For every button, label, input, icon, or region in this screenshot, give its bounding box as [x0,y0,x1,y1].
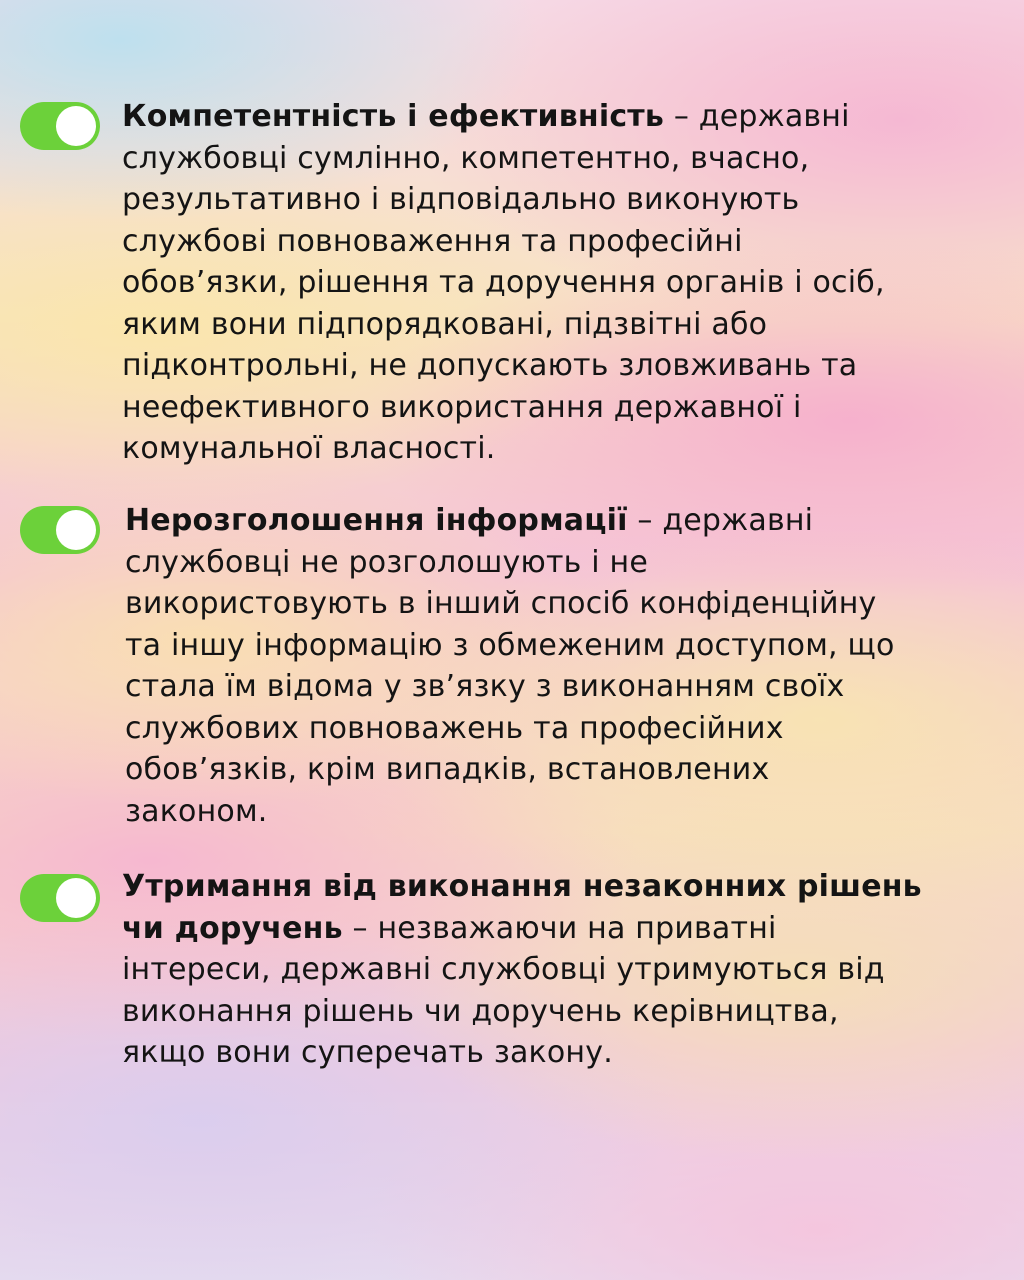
principle-term: Нерозголошення інформації [125,503,628,538]
toggle-knob [56,106,96,146]
principle-text [125,500,1005,832]
principle-text [122,866,1002,1074]
principle-description: – незважаючи на приватні інтереси, державні службовці утримуються від виконання рішень чи доручень керівництва, якщо вони суперечать закону. [122,910,885,1070]
toggle-knob [56,878,96,918]
toggle-switch-icon[interactable] [20,102,100,150]
toggle-switch-icon[interactable] [20,874,100,922]
principle-term: Утримання від виконання незаконних рішень чи доручень [122,869,922,946]
principle-text [122,96,1002,470]
principle-term: Компетентність і ефективність [122,99,665,134]
toggle-switch-icon[interactable] [20,506,100,554]
toggle-knob [56,510,96,550]
principle-description: – державні службовці не розголошують і не використовують в інший спосіб конфіденційну та іншу інформацію з обмеженим доступом, що стала їм відома у зв’язку з виконанням своїх службових повноважень та професійних обов’язків, крім випадків, встановлених законом. [125,503,895,829]
principle-description: – державні службовці сумлінно, компетентно, вчасно, результативно і відповідально виконують службові повноваження та професійні обов’язки, рішення та доручення органів і осіб, яким вони підпорядковані, підзвітні або підконтрольні, не допускають зловживань та неефективного використання державної і комунальної власності. [122,99,885,466]
